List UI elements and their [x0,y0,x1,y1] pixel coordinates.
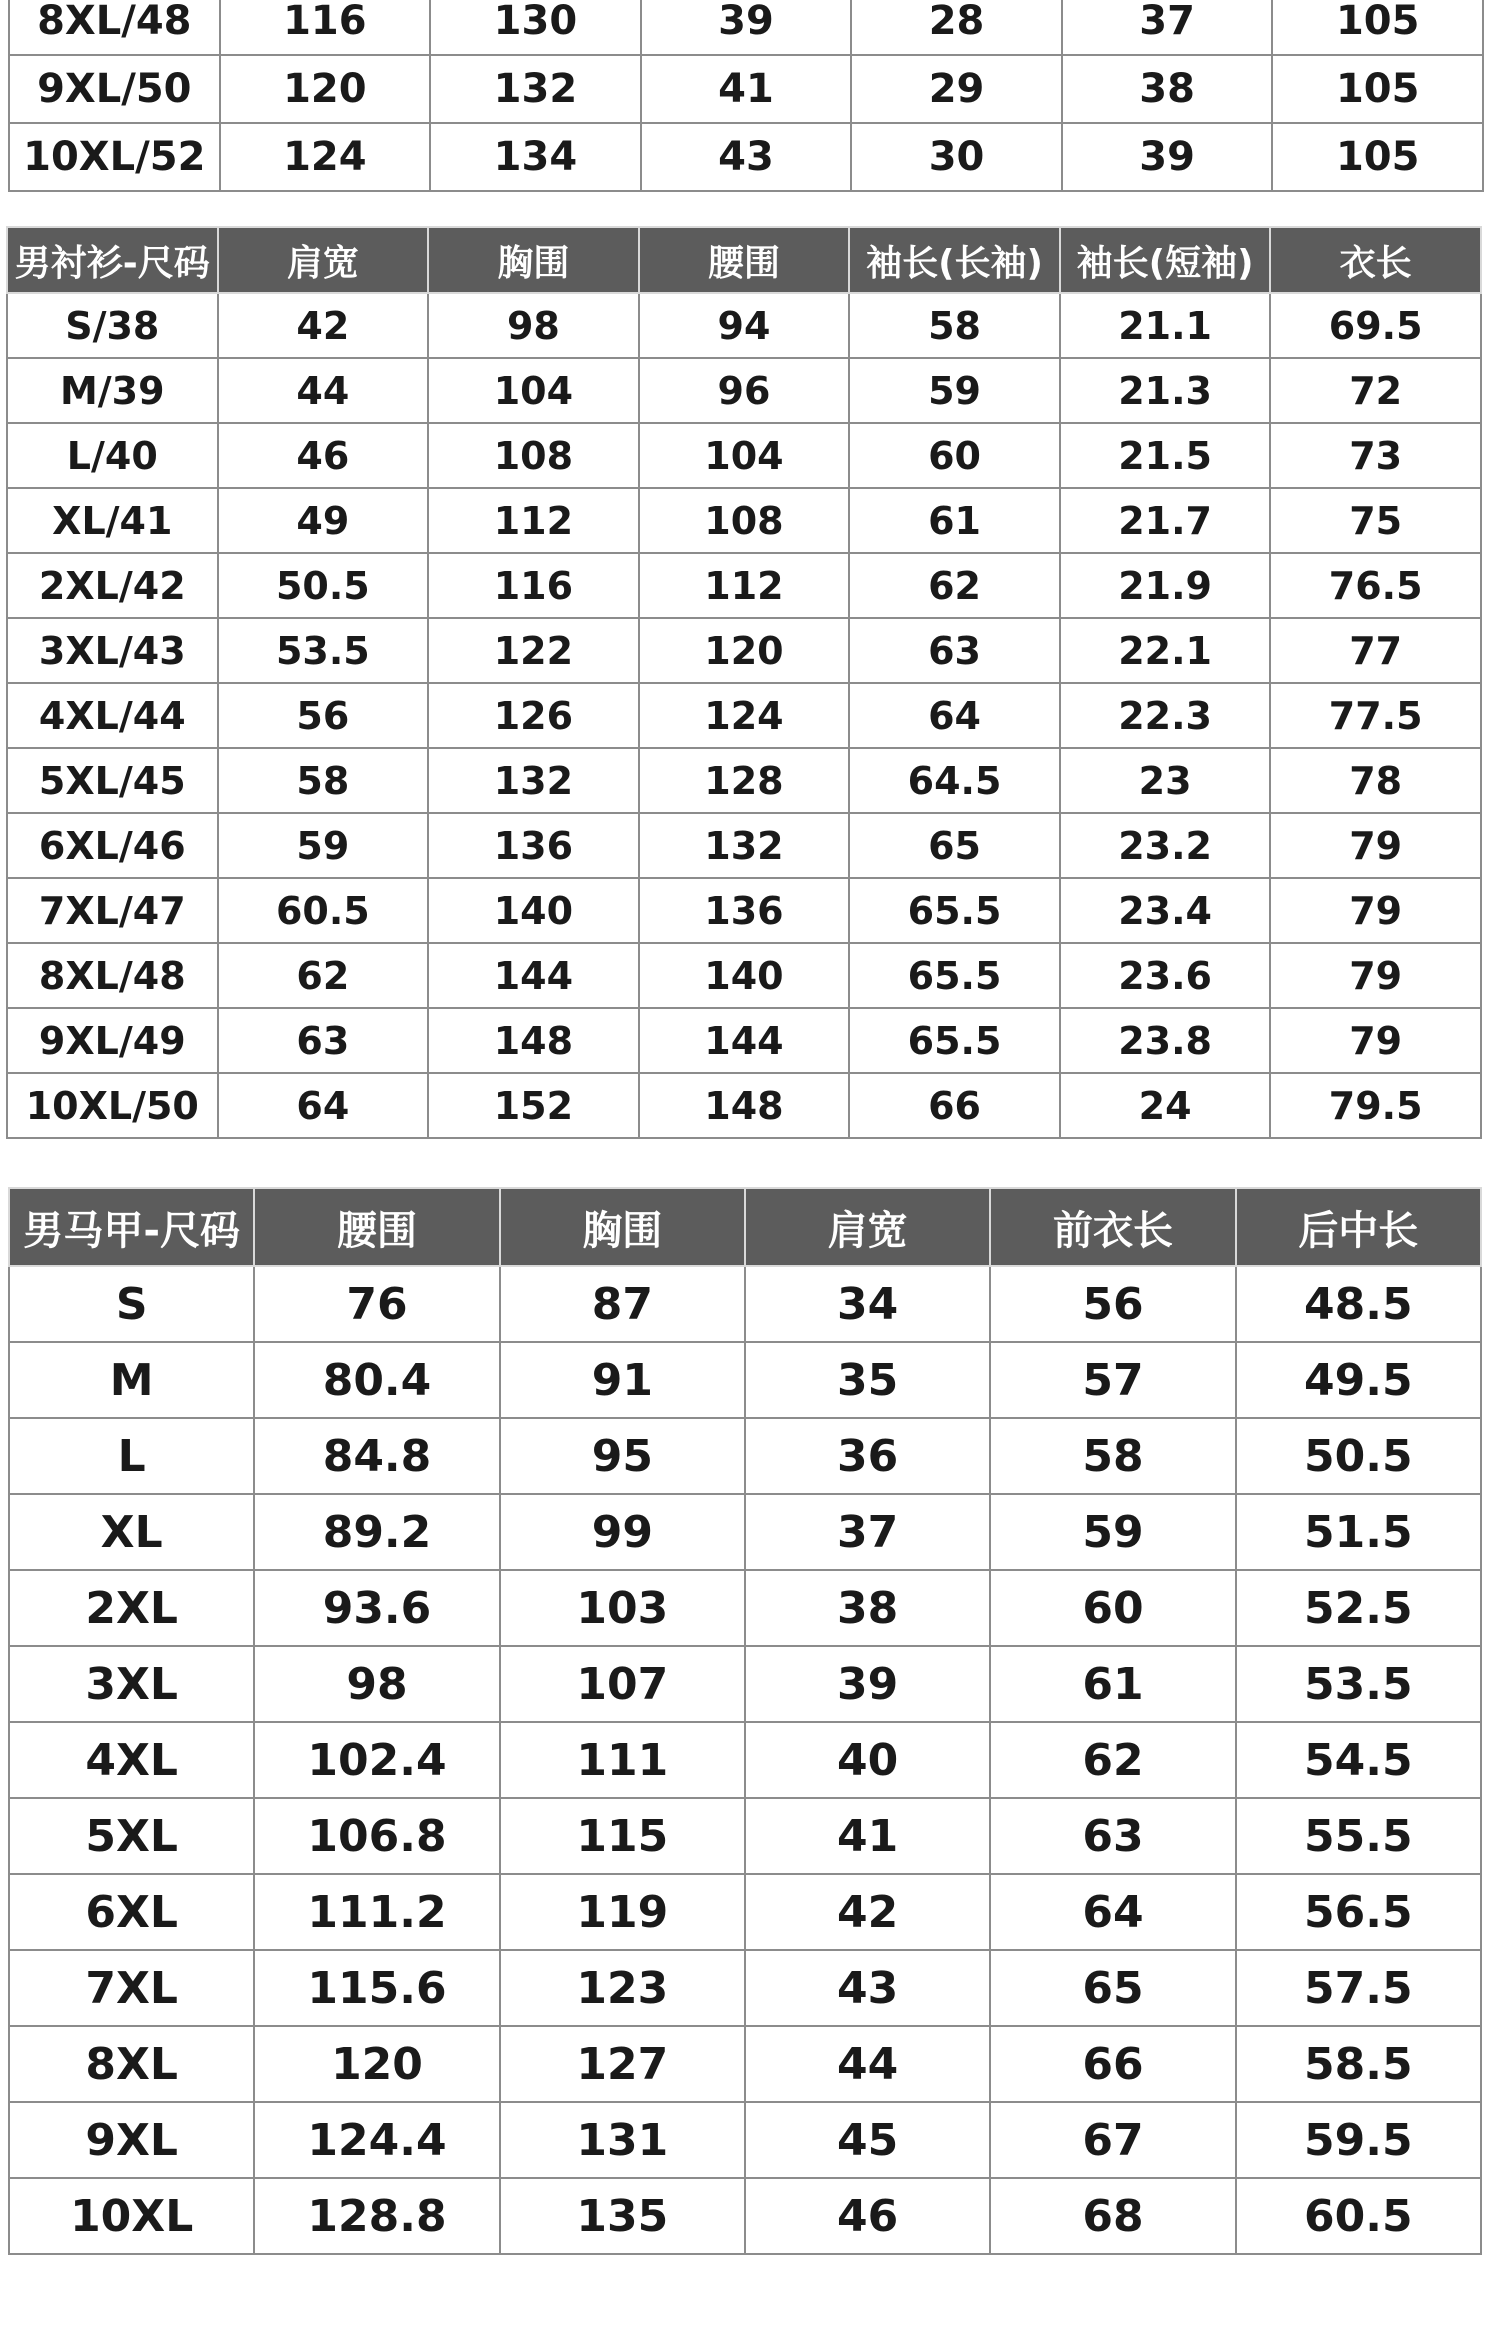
measurement-cell: 57 [990,1342,1235,1418]
vest-header-cell: 肩宽 [745,1188,990,1266]
size-label-cell: 9XL/50 [9,55,220,123]
measurement-cell: 106.8 [254,1798,499,1874]
measurement-cell: 64 [990,1874,1235,1950]
measurement-cell: 64 [218,1073,429,1138]
size-label-cell: L/40 [7,423,218,488]
table-row [7,1073,1481,1138]
table-row [7,618,1481,683]
measurement-cell: 39 [641,0,852,55]
shirt-header-cell: 袖长(短袖) [1060,227,1271,293]
measurement-cell: 41 [641,55,852,123]
table-row [7,943,1481,1008]
measurement-cell: 124 [639,683,850,748]
measurement-cell: 132 [428,748,639,813]
size-label-cell: 10XL/52 [9,123,220,191]
measurement-cell: 123 [500,1950,745,2026]
size-label-cell: 8XL/48 [9,0,220,55]
measurement-cell: 23 [1060,748,1271,813]
measurement-cell: 49.5 [1236,1342,1481,1418]
vest-header-row [9,1188,1481,1266]
measurement-cell: 21.9 [1060,553,1271,618]
measurement-cell: 136 [639,878,850,943]
measurement-cell: 77.5 [1270,683,1481,748]
measurement-cell: 116 [428,553,639,618]
size-label-cell: L [9,1418,254,1494]
measurement-cell: 62 [990,1722,1235,1798]
measurement-cell: 105 [1272,55,1483,123]
measurement-cell: 115.6 [254,1950,499,2026]
measurement-cell: 23.4 [1060,878,1271,943]
shirt-size-table [6,226,1482,1139]
measurement-cell: 84.8 [254,1418,499,1494]
pants-size-table-body [9,0,1483,191]
size-label-cell: 6XL [9,1874,254,1950]
size-label-cell: 9XL [9,2102,254,2178]
measurement-cell: 152 [428,1073,639,1138]
measurement-cell: 64.5 [849,748,1060,813]
measurement-cell: 21.7 [1060,488,1271,553]
measurement-cell: 34 [745,1266,990,1342]
measurement-cell: 104 [428,358,639,423]
vest-header-cell: 胸围 [500,1188,745,1266]
table-row [9,55,1483,123]
size-label-cell: 9XL/49 [7,1008,218,1073]
table-row [7,878,1481,943]
measurement-cell: 56 [990,1266,1235,1342]
measurement-cell: 40 [745,1722,990,1798]
shirt-header-cell: 衣长 [1270,227,1481,293]
measurement-cell: 58 [218,748,429,813]
measurement-cell: 65.5 [849,1008,1060,1073]
measurement-cell: 79 [1270,813,1481,878]
measurement-cell: 112 [428,488,639,553]
size-label-cell: 2XL/42 [7,553,218,618]
measurement-cell: 115 [500,1798,745,1874]
measurement-cell: 51.5 [1236,1494,1481,1570]
measurement-cell: 65.5 [849,878,1060,943]
measurement-cell: 65 [990,1950,1235,2026]
measurement-cell: 66 [990,2026,1235,2102]
size-label-cell: 10XL [9,2178,254,2254]
table-row [9,1874,1481,1950]
measurement-cell: 76 [254,1266,499,1342]
size-label-cell: 8XL/48 [7,943,218,1008]
measurement-cell: 105 [1272,123,1483,191]
measurement-cell: 112 [639,553,850,618]
measurement-cell: 134 [430,123,641,191]
size-label-cell: S/38 [7,293,218,358]
measurement-cell: 89.2 [254,1494,499,1570]
measurement-cell: 63 [990,1798,1235,1874]
measurement-cell: 104 [639,423,850,488]
measurement-cell: 120 [254,2026,499,2102]
measurement-cell: 23.8 [1060,1008,1271,1073]
size-label-cell: 7XL [9,1950,254,2026]
measurement-cell: 57.5 [1236,1950,1481,2026]
measurement-cell: 130 [430,0,641,55]
size-label-cell: 4XL [9,1722,254,1798]
table-row [7,813,1481,878]
measurement-cell: 144 [428,943,639,1008]
vest-header-cell: 前衣长 [990,1188,1235,1266]
measurement-cell: 95 [500,1418,745,1494]
table-row [9,123,1483,191]
measurement-cell: 128 [639,748,850,813]
table-row [7,1008,1481,1073]
vest-header-cell: 腰围 [254,1188,499,1266]
measurement-cell: 122 [428,618,639,683]
measurement-cell: 124 [220,123,431,191]
measurement-cell: 75 [1270,488,1481,553]
measurement-cell: 120 [220,55,431,123]
measurement-cell: 148 [428,1008,639,1073]
measurement-cell: 144 [639,1008,850,1073]
measurement-cell: 21.5 [1060,423,1271,488]
vest-size-table-body [9,1266,1481,2254]
table-row [7,748,1481,813]
measurement-cell: 76.5 [1270,553,1481,618]
size-label-cell: 2XL [9,1570,254,1646]
measurement-cell: 42 [745,1874,990,1950]
measurement-cell: 58 [990,1418,1235,1494]
measurement-cell: 63 [849,618,1060,683]
vest-size-table-header [9,1188,1481,1266]
measurement-cell: 72 [1270,358,1481,423]
measurement-cell: 54.5 [1236,1722,1481,1798]
measurement-cell: 136 [428,813,639,878]
measurement-cell: 103 [500,1570,745,1646]
measurement-cell: 99 [500,1494,745,1570]
measurement-cell: 67 [990,2102,1235,2178]
table-row [7,293,1481,358]
size-label-cell: 7XL/47 [7,878,218,943]
measurement-cell: 39 [745,1646,990,1722]
measurement-cell: 45 [745,2102,990,2178]
measurement-cell: 128.8 [254,2178,499,2254]
measurement-cell: 42 [218,293,429,358]
size-label-cell: 3XL [9,1646,254,1722]
measurement-cell: 38 [745,1570,990,1646]
measurement-cell: 127 [500,2026,745,2102]
size-label-cell: XL [9,1494,254,1570]
measurement-cell: 124.4 [254,2102,499,2178]
measurement-cell: 62 [849,553,1060,618]
measurement-cell: 28 [851,0,1062,55]
measurement-cell: 105 [1272,0,1483,55]
measurement-cell: 93.6 [254,1570,499,1646]
vest-header-cell: 后中长 [1236,1188,1481,1266]
size-label-cell: M/39 [7,358,218,423]
measurement-cell: 131 [500,2102,745,2178]
measurement-cell: 116 [220,0,431,55]
measurement-cell: 39 [1062,123,1273,191]
measurement-cell: 37 [1062,0,1273,55]
measurement-cell: 102.4 [254,1722,499,1798]
measurement-cell: 56 [218,683,429,748]
measurement-cell: 22.1 [1060,618,1271,683]
measurement-cell: 50.5 [218,553,429,618]
measurement-cell: 24 [1060,1073,1271,1138]
measurement-cell: 48.5 [1236,1266,1481,1342]
measurement-cell: 77 [1270,618,1481,683]
measurement-cell: 126 [428,683,639,748]
measurement-cell: 44 [218,358,429,423]
size-label-cell: 6XL/46 [7,813,218,878]
measurement-cell: 52.5 [1236,1570,1481,1646]
shirt-header-row [7,227,1481,293]
measurement-cell: 91 [500,1342,745,1418]
size-label-cell: M [9,1342,254,1418]
size-label-cell: 10XL/50 [7,1073,218,1138]
measurement-cell: 111.2 [254,1874,499,1950]
size-label-cell: 3XL/43 [7,618,218,683]
measurement-cell: 23.6 [1060,943,1271,1008]
size-label-cell: XL/41 [7,488,218,553]
shirt-header-cell: 肩宽 [218,227,429,293]
measurement-cell: 60.5 [218,878,429,943]
shirt-header-cell: 腰围 [639,227,850,293]
measurement-cell: 65.5 [849,943,1060,1008]
measurement-cell: 64 [849,683,1060,748]
measurement-cell: 50.5 [1236,1418,1481,1494]
table-row [9,0,1483,55]
table-row [9,2178,1481,2254]
measurement-cell: 78 [1270,748,1481,813]
table-row [7,488,1481,553]
measurement-cell: 68 [990,2178,1235,2254]
vest-size-table [8,1187,1482,2255]
measurement-cell: 43 [745,1950,990,2026]
measurement-cell: 69.5 [1270,293,1481,358]
measurement-cell: 41 [745,1798,990,1874]
measurement-cell: 35 [745,1342,990,1418]
measurement-cell: 96 [639,358,850,423]
table-row [7,553,1481,618]
measurement-cell: 59 [990,1494,1235,1570]
measurement-cell: 80.4 [254,1342,499,1418]
measurement-cell: 98 [428,293,639,358]
measurement-cell: 65 [849,813,1060,878]
measurement-cell: 79 [1270,943,1481,1008]
measurement-cell: 79.5 [1270,1073,1481,1138]
size-label-cell: S [9,1266,254,1342]
table-row [9,1722,1481,1798]
measurement-cell: 111 [500,1722,745,1798]
pants-size-table [8,0,1484,192]
size-label-cell: 5XL/45 [7,748,218,813]
measurement-cell: 22.3 [1060,683,1271,748]
measurement-cell: 140 [428,878,639,943]
measurement-cell: 61 [849,488,1060,553]
measurement-cell: 59.5 [1236,2102,1481,2178]
table-row [9,1266,1481,1342]
table-row [9,1494,1481,1570]
table-row [9,2026,1481,2102]
shirt-size-table-body [7,293,1481,1138]
measurement-cell: 135 [500,2178,745,2254]
measurement-cell: 49 [218,488,429,553]
shirt-header-cell: 男衬衫-尺码 [7,227,218,293]
measurement-cell: 29 [851,55,1062,123]
size-label-cell: 5XL [9,1798,254,1874]
table-row [7,358,1481,423]
measurement-cell: 108 [639,488,850,553]
measurement-cell: 94 [639,293,850,358]
measurement-cell: 43 [641,123,852,191]
table-row [9,1646,1481,1722]
measurement-cell: 21.1 [1060,293,1271,358]
measurement-cell: 62 [218,943,429,1008]
measurement-cell: 87 [500,1266,745,1342]
measurement-cell: 23.2 [1060,813,1271,878]
measurement-cell: 60.5 [1236,2178,1481,2254]
measurement-cell: 21.3 [1060,358,1271,423]
measurement-cell: 108 [428,423,639,488]
measurement-cell: 56.5 [1236,1874,1481,1950]
measurement-cell: 60 [990,1570,1235,1646]
table-row [9,1342,1481,1418]
measurement-cell: 53.5 [218,618,429,683]
measurement-cell: 46 [218,423,429,488]
table-row [9,1418,1481,1494]
measurement-cell: 38 [1062,55,1273,123]
measurement-cell: 46 [745,2178,990,2254]
measurement-cell: 61 [990,1646,1235,1722]
measurement-cell: 58 [849,293,1060,358]
table-row [7,683,1481,748]
measurement-cell: 79 [1270,1008,1481,1073]
vest-header-cell: 男马甲-尺码 [9,1188,254,1266]
size-label-cell: 4XL/44 [7,683,218,748]
shirt-size-table-header [7,227,1481,293]
measurement-cell: 98 [254,1646,499,1722]
table-row [7,423,1481,488]
measurement-cell: 107 [500,1646,745,1722]
table-row [9,1950,1481,2026]
measurement-cell: 30 [851,123,1062,191]
measurement-cell: 44 [745,2026,990,2102]
measurement-cell: 59 [218,813,429,878]
measurement-cell: 148 [639,1073,850,1138]
measurement-cell: 55.5 [1236,1798,1481,1874]
measurement-cell: 132 [430,55,641,123]
measurement-cell: 63 [218,1008,429,1073]
table-row [9,1570,1481,1646]
measurement-cell: 120 [639,618,850,683]
table-row [9,2102,1481,2178]
measurement-cell: 140 [639,943,850,1008]
measurement-cell: 53.5 [1236,1646,1481,1722]
measurement-cell: 66 [849,1073,1060,1138]
shirt-header-cell: 胸围 [428,227,639,293]
measurement-cell: 119 [500,1874,745,1950]
measurement-cell: 132 [639,813,850,878]
measurement-cell: 60 [849,423,1060,488]
measurement-cell: 73 [1270,423,1481,488]
measurement-cell: 79 [1270,878,1481,943]
measurement-cell: 36 [745,1418,990,1494]
size-label-cell: 8XL [9,2026,254,2102]
table-row [9,1798,1481,1874]
shirt-header-cell: 袖长(长袖) [849,227,1060,293]
measurement-cell: 37 [745,1494,990,1570]
measurement-cell: 59 [849,358,1060,423]
measurement-cell: 58.5 [1236,2026,1481,2102]
